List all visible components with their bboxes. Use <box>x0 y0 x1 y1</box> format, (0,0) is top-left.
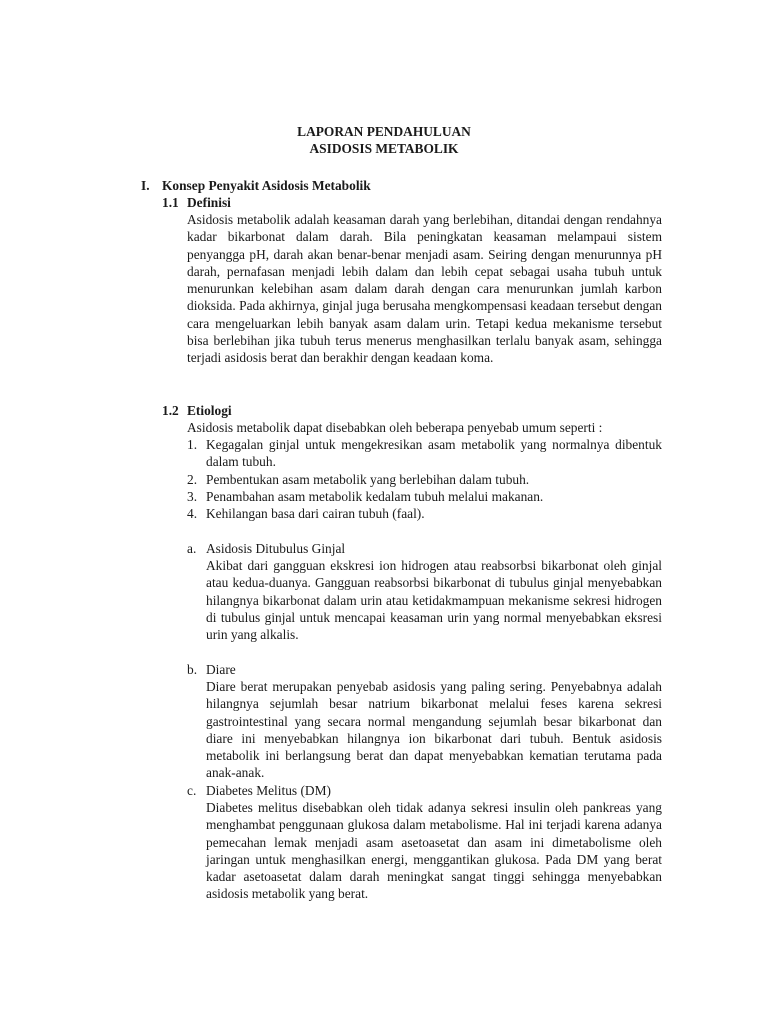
subsection-1-2-number: 1.2 <box>162 403 179 418</box>
etiologi-item-1-number: 1. <box>187 437 198 452</box>
subitem-a-title: Asidosis Ditubulus Ginjal <box>206 541 346 556</box>
subsection-1-1-heading: Definisi <box>187 195 231 210</box>
subitem-b-text: Diare berat merupakan penyebab asidosis yang paling sering. Penyebabnya adalah hilangnya sejumlah besar natrium bikarbonat melalui feses karena sekresi gastrointestinal yang secara normal mengandung sejumlah besar bikarbonat dan diare ini menyebabkan hilangnya ion bikarbonat dari tubuh. Bentuk asidosis metabolik ini berlangsung berat dan dapat menyebabkan kematian terutama pada anak-anak. <box>206 679 662 781</box>
etiologi-item-2-number: 2. <box>187 472 198 487</box>
etiologi-item-1-text: Kegagalan ginjal untuk mengekresikan asam metabolik yang normalnya dibentuk dalam tubuh. <box>206 437 662 470</box>
section-1-heading: Konsep Penyakit Asidosis Metabolik <box>162 178 371 193</box>
title-line-2: ASIDOSIS METABOLIK <box>309 141 459 157</box>
subitem-c-text: Diabetes melitus disebabkan oleh tidak adanya sekresi insulin oleh pankreas yang menghambat penggunaan glukosa dalam metabolisme. Hal ini terjadi karena adanya pemecahan lemak menjadi asam asetoasetat dan asam ini dimetabolisme oleh jaringan untuk menghasilkan energi, menggantikan glukosa. Pada DM yang berat kadar asetoasetat dalam darah meningkat sangat tinggi sehingga menyebabkan asidosis metabolik yang berat. <box>206 800 662 902</box>
etiologi-item-2-text: Pembentukan asam metabolik yang berlebihan dalam tubuh. <box>206 472 530 487</box>
subsection-1-1-number: 1.1 <box>162 195 179 210</box>
section-1-number: I. <box>141 178 150 193</box>
definisi-paragraph: Asidosis metabolik adalah keasaman darah yang berlebihan, ditandai dengan rendahnya kadar bikarbonat dalam darah. Bila peningkatan keasaman melampaui sistem penyangga pH, darah akan benar-benar menjadi asam. Seiring dengan menurunnya pH darah, pernafasan menjadi lebih dalam dan lebih cepat sebagai usaha tubuh untuk menurunkan kelebihan asam dalam darah dengan cara menurunkan jumlah karbon dioksida. Pada akhirnya, ginjal juga berusaha mengkompensasi keadaan tersebut dengan cara mengeluarkan lebih banyak asam dalam urin. Tetapi kedua mekanisme tersebut bisa berlebihan jika tubuh terus menerus menghasilkan terlalu banyak asam, sehingga terjadi asidosis berat dan berakhir dengan keadaan koma. <box>187 212 662 366</box>
etiologi-intro: Asidosis metabolik dapat disebabkan oleh beberapa penyebab umum seperti : <box>187 420 603 435</box>
subitem-a-letter: a. <box>187 541 197 556</box>
document-title <box>0 123 768 158</box>
etiologi-item-3-number: 3. <box>187 489 198 504</box>
subsection-1-2-heading: Etiologi <box>187 403 232 418</box>
subitem-c-letter: c. <box>187 783 197 798</box>
subitem-c-title: Diabetes Melitus (DM) <box>206 783 331 798</box>
subitem-a-text: Akibat dari gangguan ekskresi ion hidrogen atau reabsorbsi bikarbonat oleh ginjal atau kedua-duanya. Gangguan reabsorbsi bikarbonat di tubulus ginjal menyebabkan hilangnya bikarbonat dalam urin atau ketidakmampuan mekanisme sekresi hidrogen di tubulus ginjal untuk mencapai keasaman urin yang normal menyebabkan eksresi urin yang alkalis. <box>206 558 662 643</box>
etiologi-item-3-text: Penambahan asam metabolik kedalam tubuh melalui makanan. <box>206 489 544 504</box>
title-line-1: LAPORAN PENDAHULUAN <box>297 124 471 139</box>
etiologi-item-4-text: Kehilangan basa dari cairan tubuh (faal). <box>206 506 425 521</box>
etiologi-item-4-number: 4. <box>187 506 198 521</box>
subitem-b-title: Diare <box>206 662 236 677</box>
subitem-b-letter: b. <box>187 662 198 677</box>
